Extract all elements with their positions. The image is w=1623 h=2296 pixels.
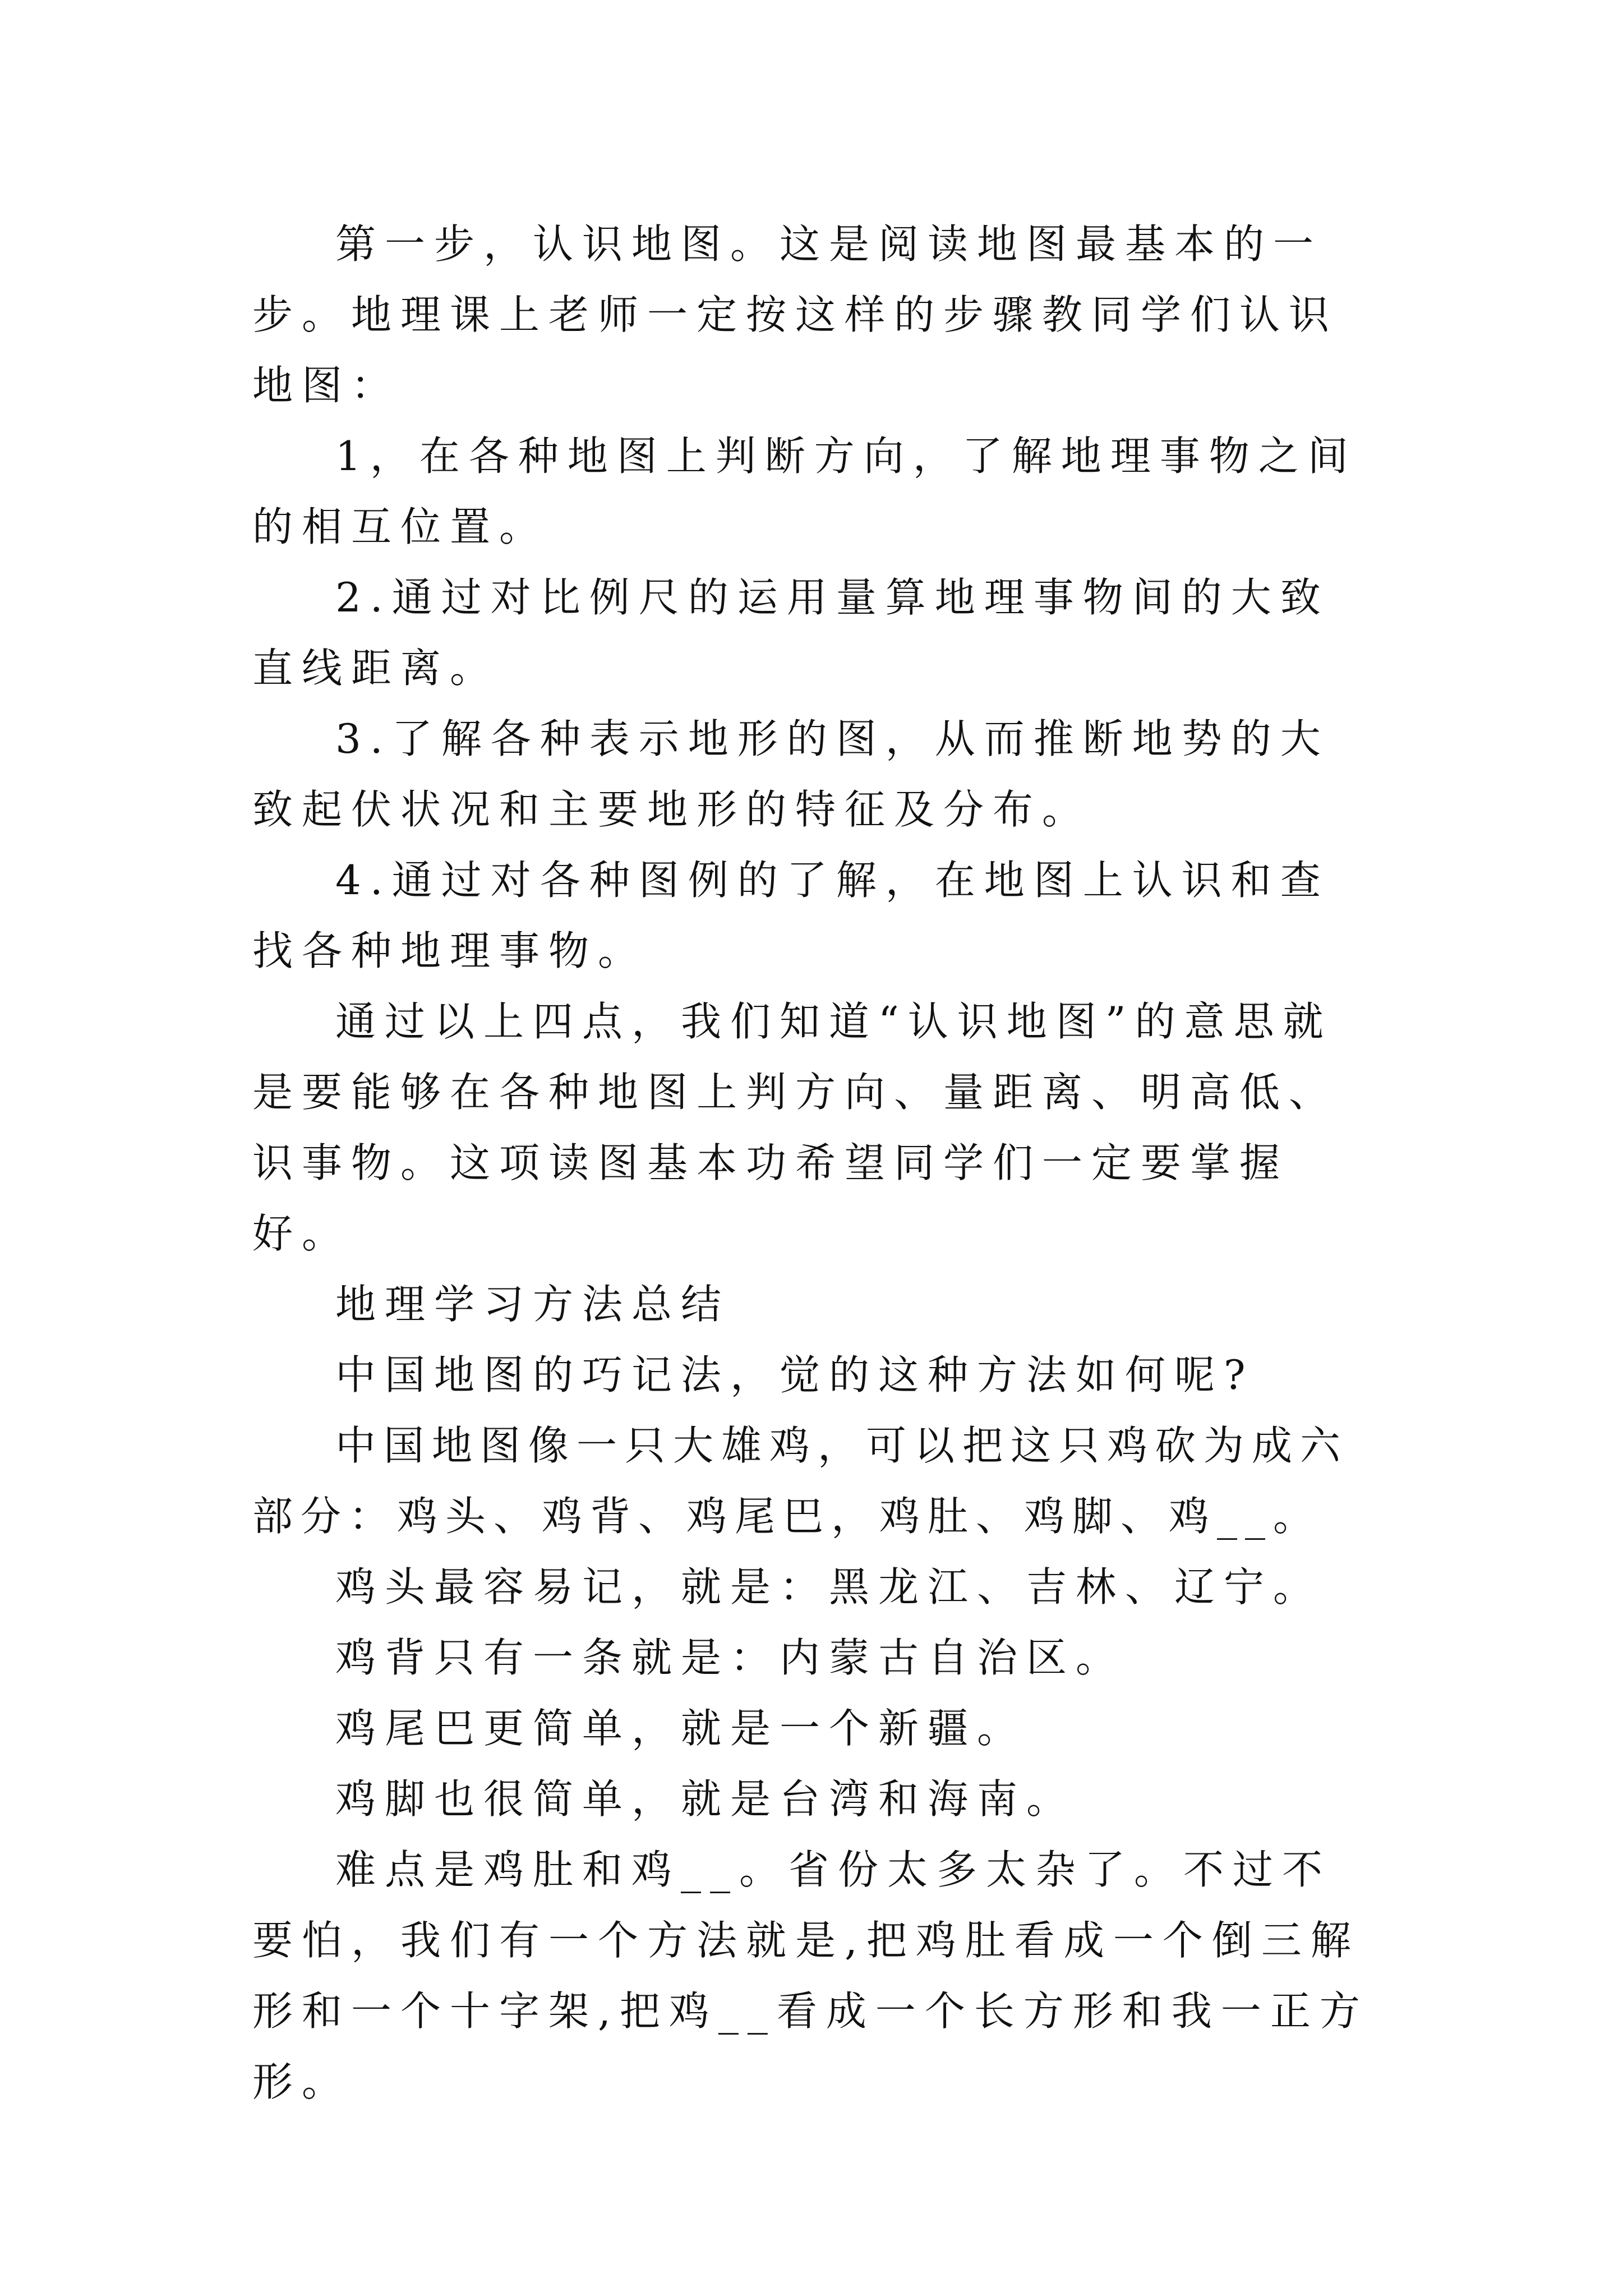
paragraph-tail: 鸡尾巴更简单，就是一个新疆。 bbox=[335, 1705, 1027, 1752]
paragraph-item-3: 3.了解各种表示地形的图，从而推断地势的大致起伏状况和主要地形的特征及分布。 bbox=[252, 715, 1330, 833]
paragraph-step-one: 第一步，认识地图。这是阅读地图最基本的一步。地理课上老师一定按这样的步骤教同学们认识地图： bbox=[252, 220, 1339, 409]
paragraph-back: 鸡背只有一条就是：内蒙古自治区。 bbox=[335, 1634, 1126, 1681]
paragraph-head: 鸡头最容易记，就是：黑龙江、吉林、辽宁。 bbox=[335, 1563, 1323, 1611]
paragraph-item-4: 4.通过对各种图例的了解，在地图上认识和查找各种地理事物。 bbox=[252, 857, 1330, 974]
paragraph-feet: 鸡脚也很简单，就是台湾和海南。 bbox=[335, 1775, 1076, 1823]
paragraph-rooster: 中国地图像一只大雄鸡，可以把这只鸡砍为成六部分：鸡头、鸡背、鸡尾巴，鸡肚、鸡脚、鸡__。 bbox=[252, 1422, 1349, 1540]
paragraph-item-1: 1，在各种地图上判断方向，了解地理事物之间的相互位置。 bbox=[252, 432, 1357, 550]
paragraph-difficulty: 难点是鸡肚和鸡__。省份太多太杂了。不过不要怕，我们有一个方法就是,把鸡肚看成一个倒三解形和一个十字架,把鸡__看成一个长方形和我一正方形。 bbox=[252, 1846, 1369, 2105]
paragraph-item-2: 2.通过对比例尺的运用量算地理事物间的大致直线距离。 bbox=[252, 574, 1330, 692]
paragraph-map-trick: 中国地图的巧记法，觉的这种方法如何呢? bbox=[335, 1351, 1255, 1398]
document-body bbox=[252, 209, 1374, 2117]
paragraph-summary: 通过以上四点，我们知道“认识地图”的意思就是要能够在各种地图上判方向、量距离、明高低、识事物。这项读图基本功希望同学们一定要掌握好。 bbox=[252, 998, 1339, 1257]
section-heading: 地理学习方法总结 bbox=[335, 1281, 731, 1328]
